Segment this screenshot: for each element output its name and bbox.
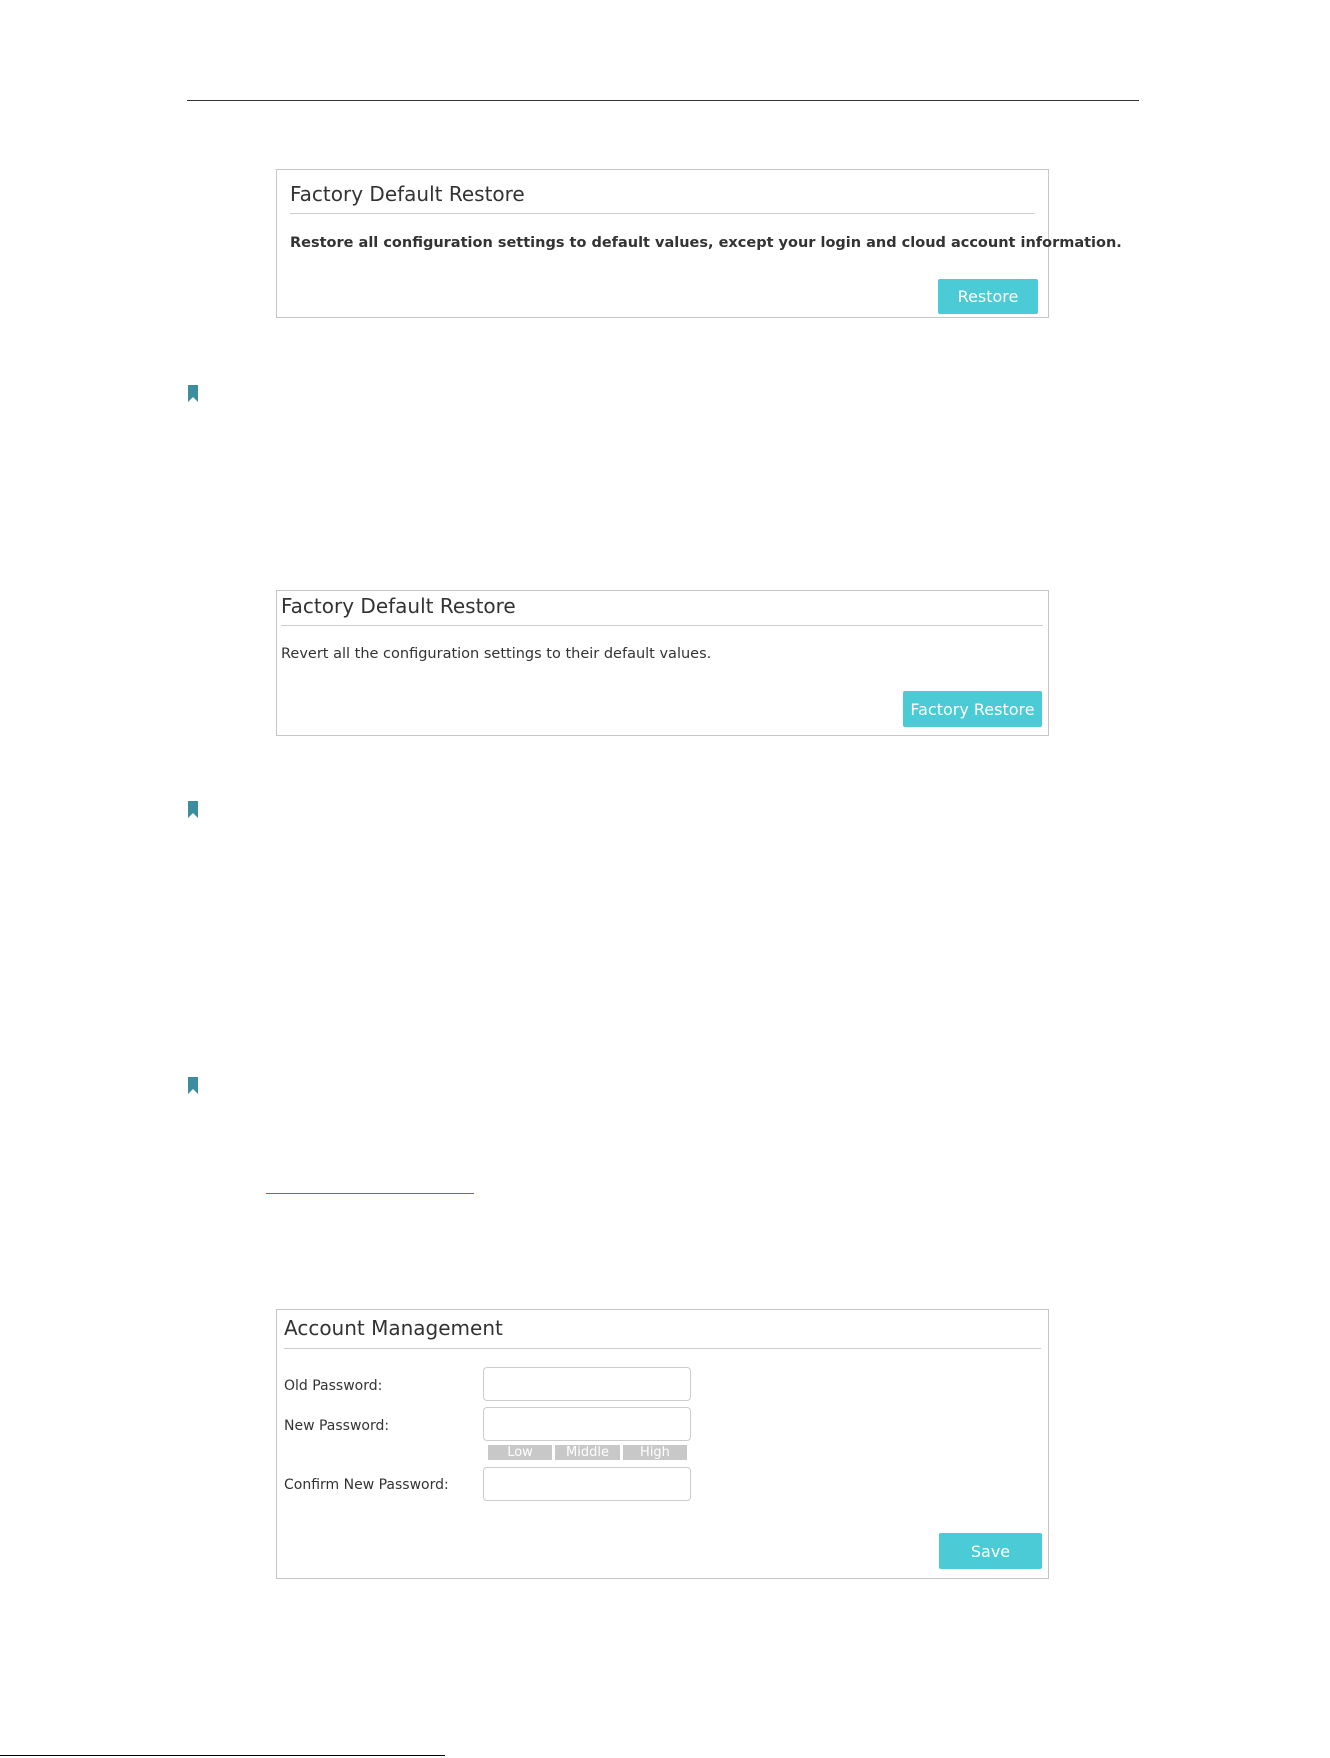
old-password-input[interactable] <box>483 1367 691 1401</box>
header-rule <box>187 100 1139 101</box>
panel-title: Account Management <box>284 1316 503 1340</box>
strength-high: High <box>623 1445 687 1460</box>
factory-restore-panel <box>276 169 1122 318</box>
new-password-label: New Password: <box>284 1418 390 1434</box>
new-password-input[interactable] <box>483 1407 691 1441</box>
panel-divider <box>281 625 1043 626</box>
old-password-label: Old Password: <box>284 1378 383 1394</box>
factory-restore-button[interactable]: Factory Restore <box>903 691 1042 727</box>
panel-description: Restore all configuration settings to default values, except your login and cloud account information. <box>290 235 1122 251</box>
panel-divider <box>284 1348 1041 1349</box>
footer-rule <box>0 1755 445 1756</box>
confirm-password-input[interactable] <box>483 1467 691 1501</box>
bookmark-icon <box>188 385 198 402</box>
confirm-password-label: Confirm New Password: <box>284 1477 449 1493</box>
save-button[interactable]: Save <box>939 1533 1042 1569</box>
factory-restore-panel-legacy <box>276 590 1049 736</box>
hyperlink-underline[interactable] <box>266 1193 474 1194</box>
panel-title: Factory Default Restore <box>281 594 516 618</box>
panel-title: Factory Default Restore <box>290 182 525 206</box>
panel-divider <box>290 213 1035 214</box>
strength-low: Low <box>488 1445 552 1460</box>
restore-button[interactable]: Restore <box>938 279 1038 314</box>
account-management-panel <box>276 1309 1049 1579</box>
bookmark-icon <box>188 801 198 818</box>
panel-description: Revert all the configuration settings to their default values. <box>281 646 712 662</box>
bookmark-icon <box>188 1077 198 1094</box>
strength-middle: Middle <box>555 1445 620 1460</box>
